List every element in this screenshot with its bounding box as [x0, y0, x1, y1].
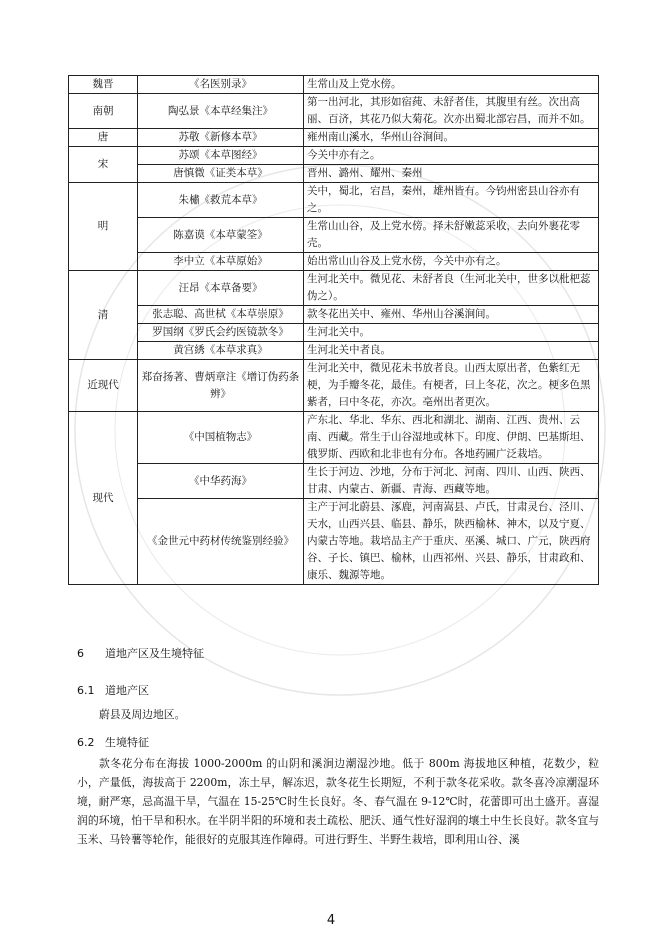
source-cell: 《金世元中药材传统鉴别经验》	[138, 499, 304, 585]
source-cell: 汪昂《本草备要》	[138, 271, 304, 306]
era-cell: 清	[69, 271, 138, 360]
source-cell: 苏敬《新修本草》	[138, 129, 304, 147]
table-row	[69, 218, 599, 253]
description-cell: 今关中亦有之。	[304, 147, 599, 165]
section-6-1-text: 蔚县及周边地区。	[99, 708, 186, 721]
description-cell: 关中，蜀北，宕昌，秦州，雄州皆有。今钧州密县山谷亦有之。	[304, 183, 599, 218]
section-title: 道地产区	[105, 684, 149, 697]
era-cell: 现代	[69, 412, 138, 585]
source-cell: 唐慎微《证类本草》	[138, 165, 304, 183]
table-row	[69, 129, 599, 147]
table-row	[69, 464, 599, 499]
description-cell: 雍州南山溪水，华州山谷涧间。	[304, 129, 599, 147]
source-cell: 张志聪、高世栻《本草崇原》	[138, 306, 304, 324]
source-cell: 陈嘉谟《本草蒙筌》	[138, 218, 304, 253]
source-cell: 李中立《本草原始》	[138, 253, 304, 271]
table-row	[69, 76, 599, 94]
section-6-1-heading	[77, 682, 149, 698]
table-row	[69, 253, 599, 271]
section-number: 6	[77, 647, 84, 660]
table-row	[69, 306, 599, 324]
description-cell: 产东北、华北、华东、西北和湖北、湖南、江西、贵州、云南、西藏。常生于山谷湿地或林下。印度、伊朗、巴基斯坦、俄罗斯、西欧和北非也有分布。各地药圃广泛栽培。	[304, 412, 599, 464]
description-cell: 始出常山山谷及上党水傍，今关中亦有之。	[304, 253, 599, 271]
section-6-2-text: 款冬花分布在海拔 1000-2000m 的山阴和溪涧边潮湿沙地。低于 800m 海拔地区种植，花数少，粒小，产量低，海拔高于 2200m，冻土早，解冻迟，款冬花生长期短，不利于款冬花采收。款冬喜冷凉潮湿环境，耐严寒，忌高温干旱，气温在 15-25℃时生长良好。冬、春气温在 9-12℃时，花蕾即可出土盛开。喜湿润的环境，怕干旱和积水。在半阴半阳的环境和表土疏松、肥沃、通气性好湿润的壤土中生长良好。款冬宜与玉米、马铃薯等轮作，能很好的克服其连作障碍。可进行野生、半野生栽培，即利用山谷、溪	[77, 757, 599, 846]
description-cell: 款冬花出关中、雍州、华州山谷溪涧间。	[304, 306, 599, 324]
section-title: 道地产区及生境特征	[105, 647, 204, 660]
source-cell: 陶弘景《本草经集注》	[138, 94, 304, 129]
table-row	[69, 324, 599, 342]
table-row	[69, 271, 599, 306]
description-cell: 生常山及上党水傍。	[304, 76, 599, 94]
description-cell: 晋州、潞州、耀州、秦州	[304, 165, 599, 183]
source-cell: 《名医别录》	[138, 76, 304, 94]
description-cell: 生长于河边、沙地，分布于河北、河南、四川、山西、陕西、甘肃、内蒙古、新疆、青海、西藏等地。	[304, 464, 599, 499]
description-cell: 生河北关中者良。	[304, 342, 599, 360]
table-row	[69, 360, 599, 412]
herb-origin-table	[68, 75, 599, 585]
source-cell: 罗国纲《罗氏会约医镜款冬》	[138, 324, 304, 342]
description-cell: 主产于河北蔚县、涿鹿，河南嵩县、卢氏，甘肃灵台、泾川、天水，山西兴县、临县、静乐，陕西榆林、神木，以及宁夏、内蒙古等地。栽培品主产于重庆、巫溪、城口、广元，陕西府谷、子长、镇巴、榆林，山西祁州、兴县、静乐，甘肃政和、康乐、魏源等地。	[304, 499, 599, 585]
table-row	[69, 94, 599, 129]
description-cell: 生河北关中。微见花、未舒者良（生河北关中，世多以枇杷蕊伪之）。	[304, 271, 599, 306]
era-cell: 南朝	[69, 94, 138, 129]
source-cell: 朱橚《救荒本草》	[138, 183, 304, 218]
era-cell: 近现代	[69, 360, 138, 412]
section-number: 6.1	[77, 684, 95, 697]
table-row	[69, 183, 599, 218]
era-cell: 魏晋	[69, 76, 138, 94]
source-cell: 黄宫綉《本草求真》	[138, 342, 304, 360]
page-number: 4	[326, 913, 336, 928]
source-cell: 《中华药海》	[138, 464, 304, 499]
table-row	[69, 342, 599, 360]
source-cell: 郑奋扬著、曹炳章注《增订伪药条辨》	[138, 360, 304, 412]
section-6-heading	[77, 645, 204, 661]
section-title: 生境特征	[105, 736, 149, 749]
description-cell: 第一出河北，其形如宿莼、未舒者佳，其腹里有丝。次出高丽、百济，其花乃似大菊花。次亦出蜀北部宕昌，而并不如。	[304, 94, 599, 129]
table-row	[69, 412, 599, 464]
era-cell: 唐	[69, 129, 138, 147]
section-6-2-heading	[77, 734, 149, 750]
source-cell: 苏颂《本草图经》	[138, 147, 304, 165]
source-cell: 《中国植物志》	[138, 412, 304, 464]
description-cell: 生常山山谷，及上党水傍。择未舒嫩蕊采收，去向外裹花零壳。	[304, 218, 599, 253]
table-row	[69, 147, 599, 165]
table-row	[69, 165, 599, 183]
era-cell: 明	[69, 183, 138, 271]
description-cell: 生河北关中。	[304, 324, 599, 342]
section-number: 6.2	[77, 736, 95, 749]
table-row	[69, 499, 599, 585]
era-cell: 宋	[69, 147, 138, 183]
description-cell: 生河北关中，微见花未书放者良。山西太原出者，色紫红无梗，为手瓣冬花，最佳。有梗者，曰上冬花，次之。梗多色黑紫者，曰中冬花，亦次。亳州出者更次。	[304, 360, 599, 412]
